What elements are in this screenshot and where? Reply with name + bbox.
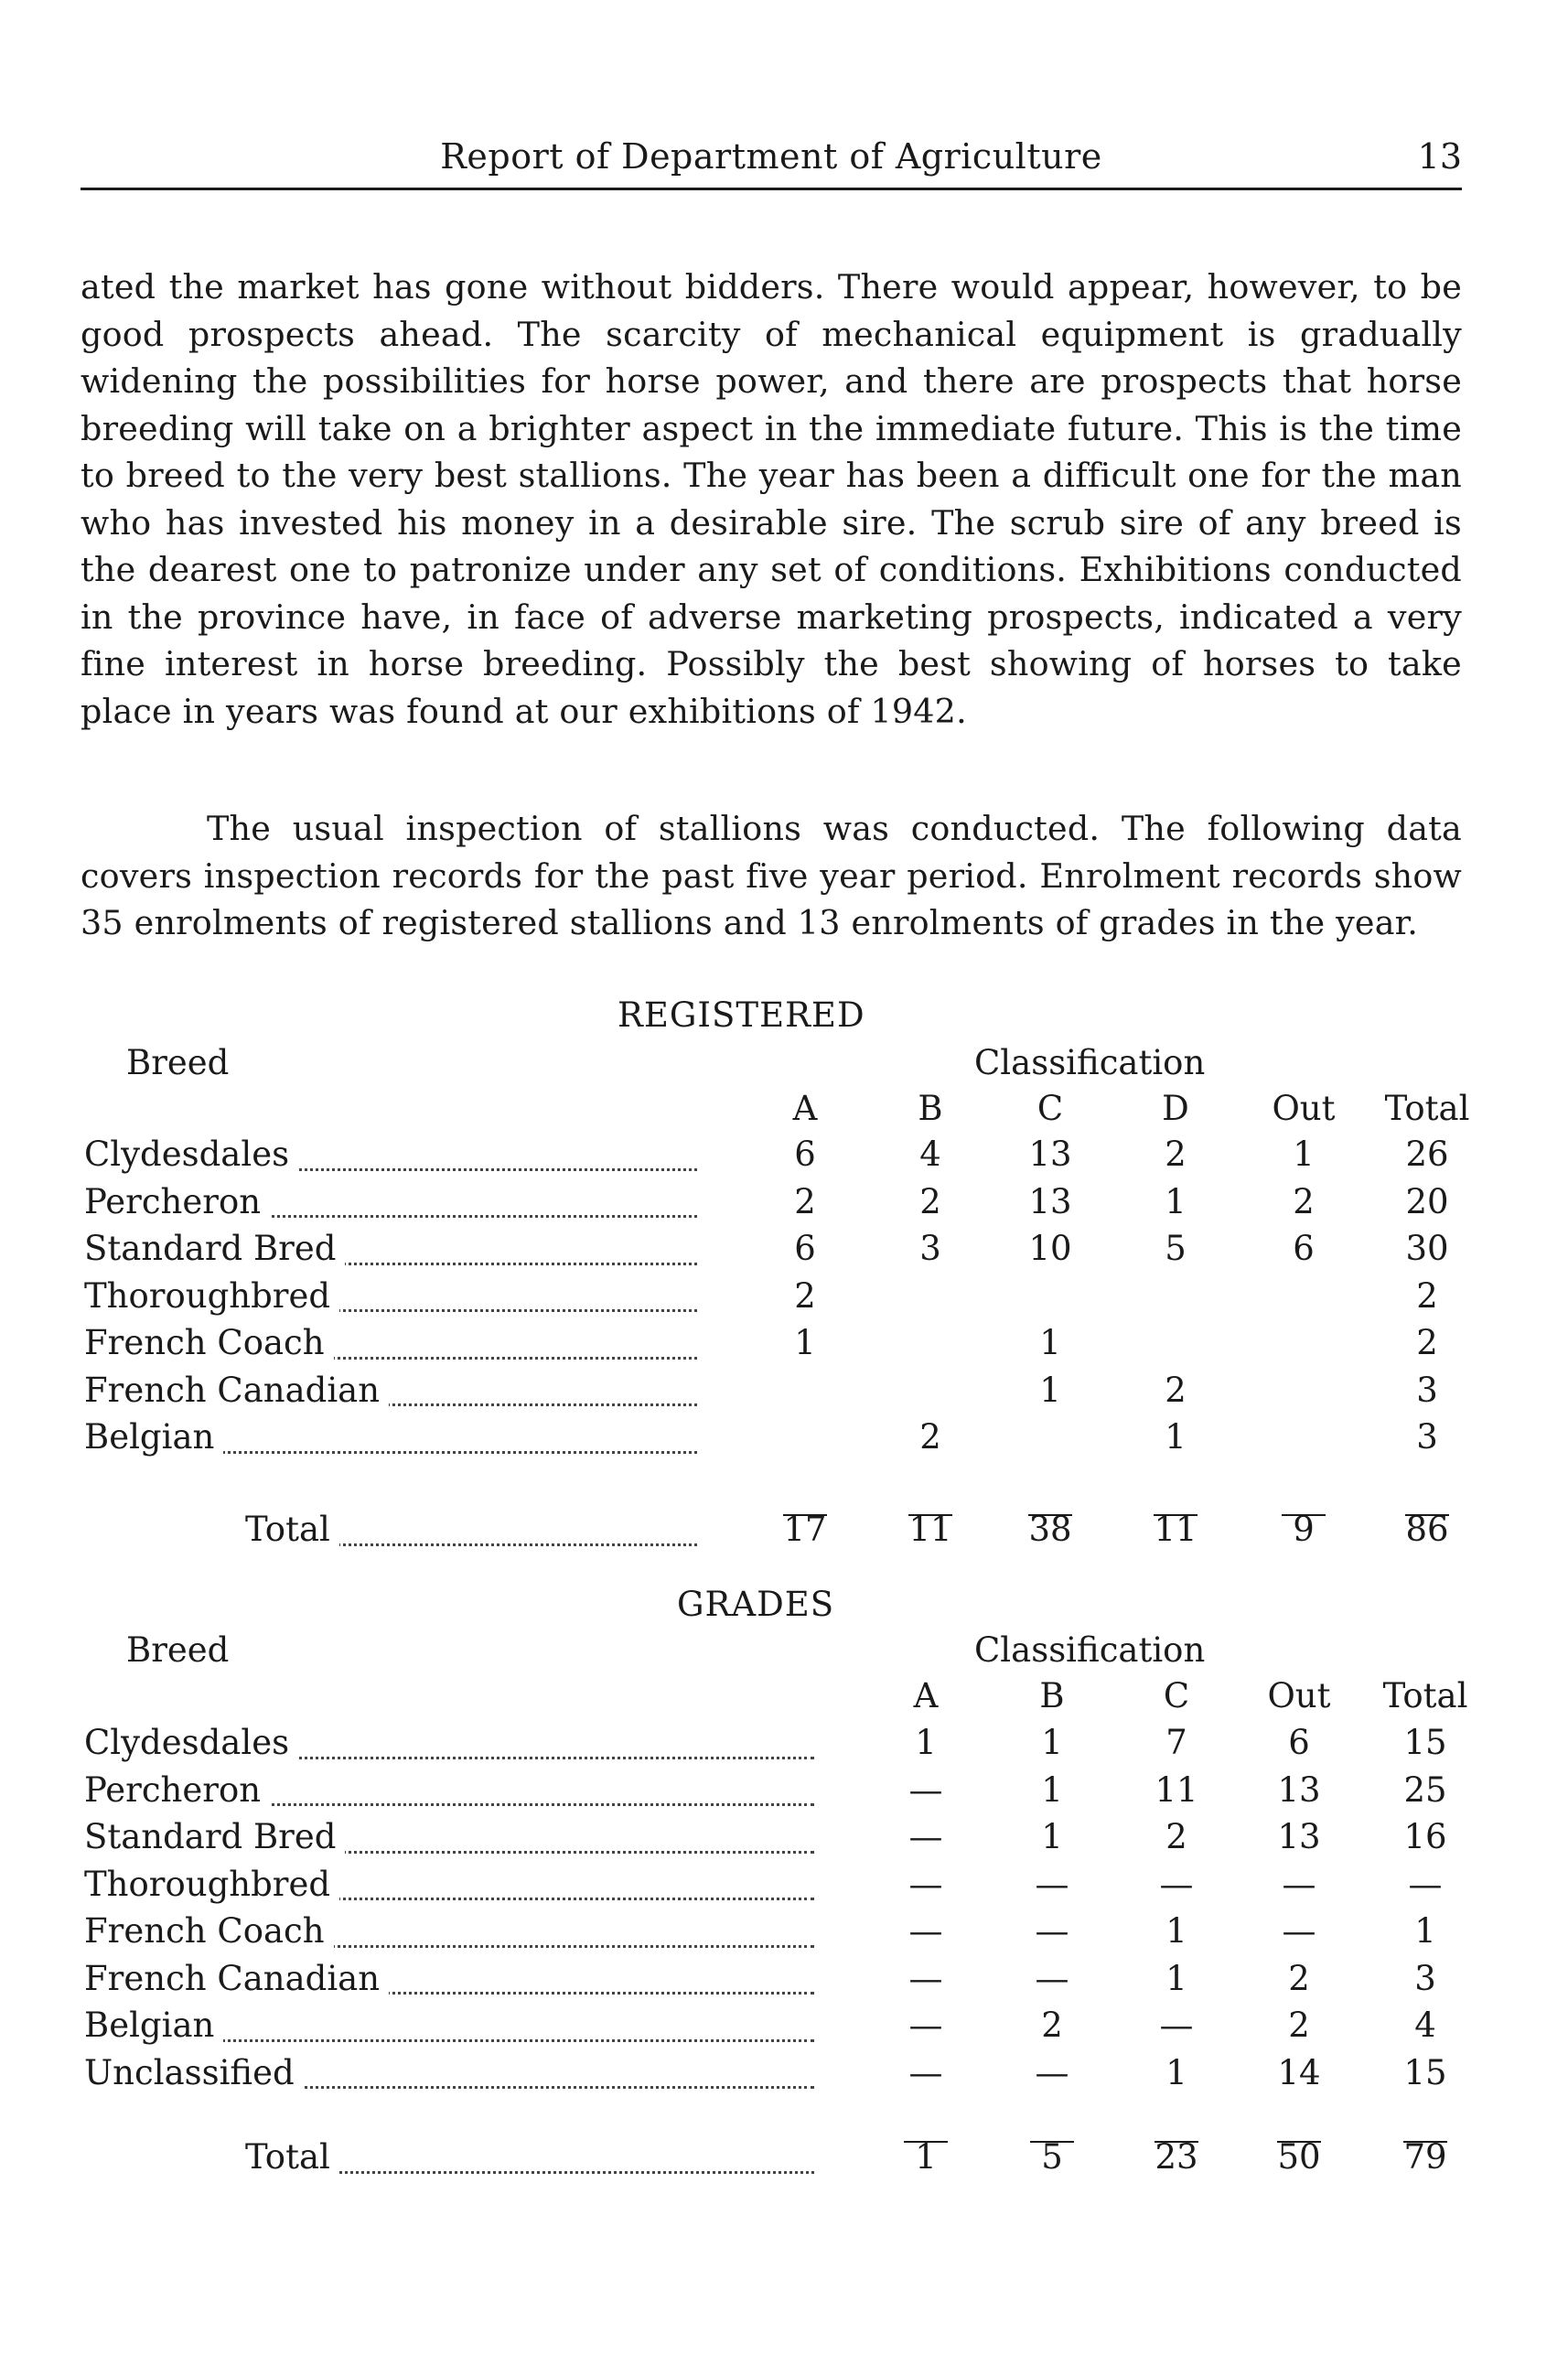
grades-table-cell: 2 bbox=[1288, 1958, 1310, 1998]
grades-total-label bbox=[245, 2137, 814, 2185]
grades-table-cell: 14 bbox=[1277, 2052, 1321, 2092]
registered-total-cell: 17 bbox=[783, 1510, 827, 1549]
registered-table-cell: 10 bbox=[1028, 1229, 1072, 1268]
registered-column-header: Out bbox=[1272, 1089, 1336, 1128]
body-paragraph-1: ated the market has gone without bidders. There would appear, however, to be good prospects ahead. The scarcity of mechanical equipment is gradually widening the possibilities for horse power, and there are prospects that horse breeding will take on a brighter aspect in the immediate future. This is the time to breed to the very best stallions. The year has been a difficult one for the man who has invested his money in a desirable sire. The scrub sire of any breed is the dearest one to patronize under any set of conditions. Exhibitions conducted in the province have, in face of adverse marketing prospects, indicated a very fine interest in horse breeding. Possibly the best showing of horses to take place in years was found at our exhibitions of 1942. bbox=[81, 267, 1462, 731]
grades-row-label-wrap bbox=[84, 1770, 814, 1818]
registered-table-cell: 1 bbox=[794, 1323, 816, 1362]
registered-column-header: C bbox=[1036, 1089, 1064, 1128]
registered-breed-name: Clydesdales bbox=[84, 1134, 298, 1174]
registered-table-cell: 30 bbox=[1405, 1229, 1449, 1268]
registered-table-cell: 26 bbox=[1405, 1134, 1449, 1174]
grades-table-cell: — bbox=[1159, 2006, 1194, 2045]
registered-total-text: Total bbox=[245, 1510, 339, 1549]
grades-table-cell: 13 bbox=[1277, 1769, 1321, 1810]
grades-breed-name: Standard Bred bbox=[84, 1817, 345, 1856]
grades-table-cell: 1 bbox=[1165, 1911, 1187, 1951]
registered-total-label bbox=[245, 1510, 697, 1557]
grades-table-cell: — bbox=[1159, 1864, 1194, 1904]
registered-breed-name: Thoroughbred bbox=[84, 1276, 339, 1316]
registered-total-cell: 38 bbox=[1028, 1510, 1072, 1549]
registered-total-cell: 9 bbox=[1293, 1510, 1315, 1549]
registered-table-cell: 20 bbox=[1405, 1181, 1449, 1221]
grades-total-cell: 23 bbox=[1155, 2137, 1198, 2177]
grades-table-cell: — bbox=[908, 1911, 943, 1951]
grades-table-cell: 1 bbox=[915, 1723, 937, 1762]
grades-table-cell: 15 bbox=[1403, 2052, 1447, 2092]
page-header-title: Report of Department of Agriculture bbox=[440, 136, 1102, 177]
registered-table-cell: 13 bbox=[1028, 1134, 1072, 1174]
registered-row-label-wrap bbox=[84, 1323, 697, 1371]
registered-row-label-wrap bbox=[84, 1417, 697, 1465]
grades-table-cell: 1 bbox=[1041, 1769, 1063, 1810]
grades-row-label-wrap bbox=[84, 2006, 814, 2053]
grades-table-cell: 4 bbox=[1414, 2006, 1436, 2045]
registered-table-cell: 1 bbox=[1165, 1181, 1187, 1221]
registered-breed-header: Breed bbox=[126, 1043, 230, 1082]
grades-breed-header: Breed bbox=[126, 1630, 230, 1670]
grades-total-label-wrap bbox=[245, 2137, 814, 2185]
grades-table-cell: — bbox=[1035, 1864, 1069, 1904]
registered-column-header: Total bbox=[1384, 1089, 1470, 1128]
registered-total-label-wrap bbox=[245, 1510, 697, 1557]
grades-row-label-wrap bbox=[84, 2053, 814, 2101]
registered-table-cell: 1 bbox=[1039, 1370, 1061, 1410]
grades-table-cell: 7 bbox=[1165, 1723, 1187, 1762]
registered-row-label-wrap bbox=[84, 1134, 697, 1182]
grades-total-cell: 50 bbox=[1277, 2137, 1321, 2177]
grades-row-label-wrap bbox=[84, 1723, 814, 1770]
grades-breed-name: Percheron bbox=[84, 1770, 270, 1810]
grades-column-header: A bbox=[913, 1676, 939, 1715]
registered-table-cell: 13 bbox=[1028, 1181, 1072, 1221]
grades-table-cell: 2 bbox=[1165, 1817, 1187, 1856]
grades-table-cell: — bbox=[1035, 1958, 1069, 1998]
grades-table-cell: — bbox=[908, 1864, 943, 1904]
registered-table-cell: 3 bbox=[919, 1229, 941, 1268]
registered-total-cell: 11 bbox=[1154, 1510, 1197, 1549]
registered-column-header: D bbox=[1162, 1089, 1189, 1128]
grades-table-cell: — bbox=[1408, 1864, 1443, 1904]
grades-total-cell: 79 bbox=[1403, 2137, 1447, 2177]
grades-row-label bbox=[84, 1723, 814, 1770]
grades-table-cell: — bbox=[1035, 1911, 1069, 1951]
registered-breed-name: Belgian bbox=[84, 1417, 223, 1457]
grades-column-header: C bbox=[1163, 1676, 1190, 1715]
registered-row-label bbox=[84, 1229, 697, 1276]
grades-breed-name: Belgian bbox=[84, 2006, 223, 2045]
grades-total-cell: 5 bbox=[1041, 2137, 1063, 2177]
grades-row-label-wrap bbox=[84, 1865, 814, 1912]
grades-table-cell: — bbox=[1282, 1864, 1316, 1904]
registered-table-cell: 3 bbox=[1416, 1370, 1438, 1410]
grades-row-label bbox=[84, 1911, 814, 1959]
registered-table-cell: 2 bbox=[1416, 1275, 1438, 1316]
grades-table-cell: 15 bbox=[1403, 1723, 1447, 1762]
grades-table-cell: 1 bbox=[1041, 1723, 1063, 1762]
registered-table-cell: 1 bbox=[1039, 1323, 1061, 1362]
grades-total-text: Total bbox=[245, 2137, 339, 2177]
grades-table-cell: 1 bbox=[1041, 1817, 1063, 1856]
grades-table-cell: 16 bbox=[1403, 1817, 1447, 1856]
registered-row-label-wrap bbox=[84, 1371, 697, 1418]
registered-breed-name: Standard Bred bbox=[84, 1229, 345, 1268]
grades-total-cell: 1 bbox=[915, 2137, 937, 2177]
grades-table-cell: — bbox=[908, 1817, 943, 1856]
grades-table-cell: 1 bbox=[1165, 2052, 1187, 2092]
grades-row-label bbox=[84, 2053, 814, 2101]
registered-table-cell: 2 bbox=[1293, 1181, 1315, 1221]
registered-table-cell: 3 bbox=[1416, 1417, 1438, 1457]
grades-row-label bbox=[84, 1959, 814, 2006]
grades-table-cell: 1 bbox=[1414, 1911, 1436, 1951]
registered-table-cell: 1 bbox=[1165, 1417, 1187, 1457]
grades-row-label bbox=[84, 1817, 814, 1865]
registered-classification-header: Classification bbox=[974, 1043, 1206, 1082]
registered-row-label bbox=[84, 1276, 697, 1324]
grades-table-cell: 25 bbox=[1403, 1769, 1447, 1810]
grades-column-header: Total bbox=[1382, 1676, 1468, 1715]
grades-table-cell: 2 bbox=[1041, 2006, 1063, 2045]
grades-column-header: B bbox=[1039, 1676, 1065, 1715]
registered-breed-name: Percheron bbox=[84, 1182, 270, 1221]
registered-row-label-wrap bbox=[84, 1276, 697, 1324]
registered-table-cell: 6 bbox=[794, 1229, 816, 1268]
registered-row-label bbox=[84, 1323, 697, 1371]
registered-table-cell: 2 bbox=[1165, 1134, 1187, 1174]
registered-table-cell: 2 bbox=[1416, 1323, 1438, 1362]
grades-breed-name: Unclassified bbox=[84, 2053, 304, 2092]
grades-row-label bbox=[84, 1770, 814, 1818]
registered-column-header: A bbox=[792, 1089, 818, 1128]
registered-row-label bbox=[84, 1134, 697, 1182]
registered-table-cell: 4 bbox=[919, 1134, 941, 1174]
grades-row-label bbox=[84, 2006, 814, 2053]
grades-breed-name: Clydesdales bbox=[84, 1723, 298, 1762]
grades-table-cell: — bbox=[1282, 1911, 1316, 1951]
registered-table-cell: 2 bbox=[919, 1417, 941, 1457]
page-header bbox=[81, 133, 1462, 190]
registered-breed-name: French Coach bbox=[84, 1323, 334, 1362]
registered-breed-name: French Canadian bbox=[84, 1371, 389, 1410]
grades-row-label-wrap bbox=[84, 1817, 814, 1865]
grades-classification-header: Classification bbox=[974, 1630, 1206, 1670]
grades-section-title: GRADES bbox=[677, 1585, 835, 1624]
body-paragraph-2: The usual inspection of stallions was conducted. The following data covers inspection records for the past five year period. Enrolment records show 35 enrolments of registered stallions and 13 enrolments of grades in the year. bbox=[81, 809, 1462, 942]
registered-table-cell: 2 bbox=[919, 1181, 941, 1221]
registered-table-cell: 1 bbox=[1293, 1134, 1315, 1174]
registered-table-cell: 6 bbox=[1293, 1229, 1315, 1268]
grades-table-cell: 6 bbox=[1288, 1723, 1310, 1762]
page-number: 13 bbox=[1417, 136, 1462, 177]
registered-row-label bbox=[84, 1417, 697, 1465]
registered-row-label bbox=[84, 1182, 697, 1230]
grades-table-cell: 3 bbox=[1414, 1958, 1436, 1998]
registered-row-label-wrap bbox=[84, 1229, 697, 1276]
registered-total-cell: 86 bbox=[1405, 1510, 1449, 1549]
registered-section-title: REGISTERED bbox=[618, 995, 865, 1035]
grades-table-cell: — bbox=[908, 1958, 943, 1998]
registered-table-cell: 2 bbox=[794, 1275, 816, 1316]
grades-table-cell: — bbox=[1035, 2052, 1069, 2092]
grades-row-label bbox=[84, 1865, 814, 1912]
registered-total-cell: 11 bbox=[908, 1510, 952, 1549]
grades-table-cell: 13 bbox=[1277, 1817, 1321, 1856]
grades-table-cell: 2 bbox=[1288, 2006, 1310, 2045]
registered-table-cell: 6 bbox=[794, 1134, 816, 1174]
grades-row-label-wrap bbox=[84, 1959, 814, 2006]
grades-breed-name: French Canadian bbox=[84, 1959, 389, 1998]
grades-table-cell: — bbox=[908, 2052, 943, 2092]
registered-row-label bbox=[84, 1371, 697, 1418]
registered-table-cell: 2 bbox=[1165, 1370, 1187, 1410]
grades-column-header: Out bbox=[1267, 1676, 1331, 1715]
grades-row-label-wrap bbox=[84, 1911, 814, 1959]
registered-table-cell: 5 bbox=[1165, 1229, 1187, 1268]
grades-table-cell: 1 bbox=[1165, 1958, 1187, 1998]
registered-table-cell: 2 bbox=[794, 1181, 816, 1221]
grades-table-cell: 11 bbox=[1155, 1769, 1198, 1810]
registered-row-label-wrap bbox=[84, 1182, 697, 1230]
registered-column-header: B bbox=[918, 1089, 943, 1128]
grades-table-cell: — bbox=[908, 1769, 943, 1810]
grades-table-cell: — bbox=[908, 2006, 943, 2045]
grades-breed-name: Thoroughbred bbox=[84, 1865, 339, 1904]
grades-breed-name: French Coach bbox=[84, 1911, 334, 1951]
